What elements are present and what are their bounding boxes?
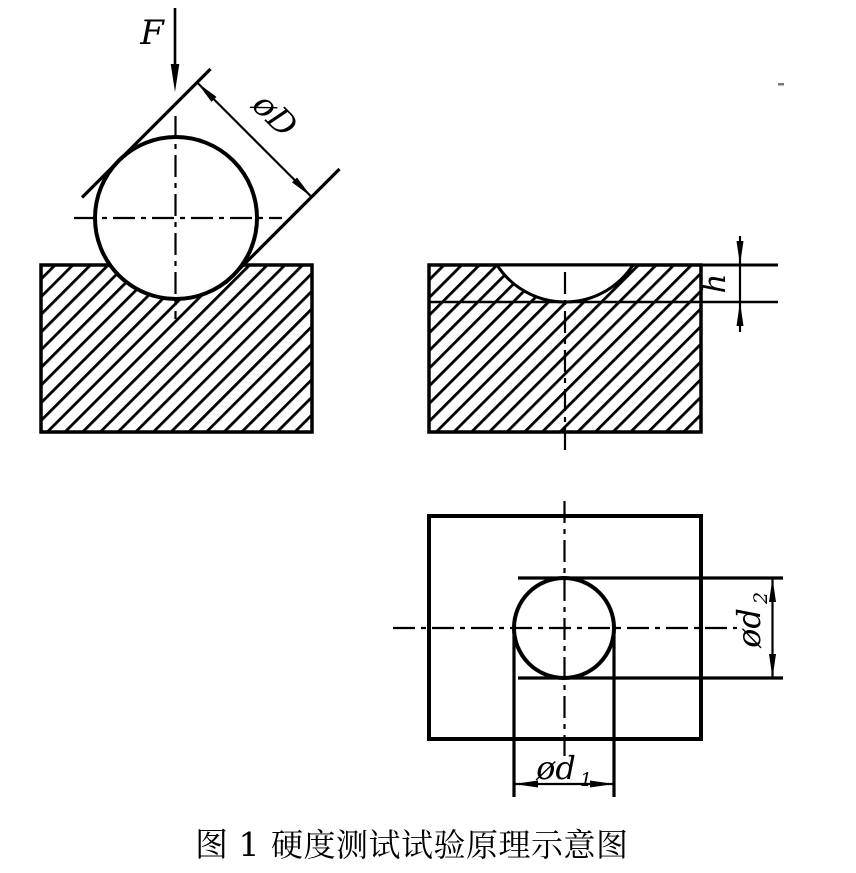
- caption-title: 硬度测试试验原理示意图: [271, 826, 629, 864]
- stray-scan-mark: [778, 83, 784, 86]
- d2-subscript: 2: [750, 591, 772, 604]
- d2-label: [730, 592, 772, 649]
- figure-caption: [195, 825, 629, 864]
- d1-main-text: ød: [536, 749, 576, 787]
- plan-view: [393, 501, 783, 797]
- indenter-view: [41, 8, 340, 432]
- ball-diameter-text: øD: [244, 84, 306, 146]
- depth-text: h: [697, 273, 733, 294]
- d2-main-text: ød: [730, 608, 768, 648]
- force-label: F: [140, 13, 164, 53]
- section-view: [429, 236, 778, 455]
- depth-label: [697, 274, 733, 294]
- force-arrow-head: [171, 64, 180, 92]
- caption-number: 图 1: [195, 825, 260, 864]
- ball-diameter-label: [244, 84, 305, 145]
- d1-subscript: 1: [580, 769, 593, 791]
- d1-label: [535, 749, 592, 791]
